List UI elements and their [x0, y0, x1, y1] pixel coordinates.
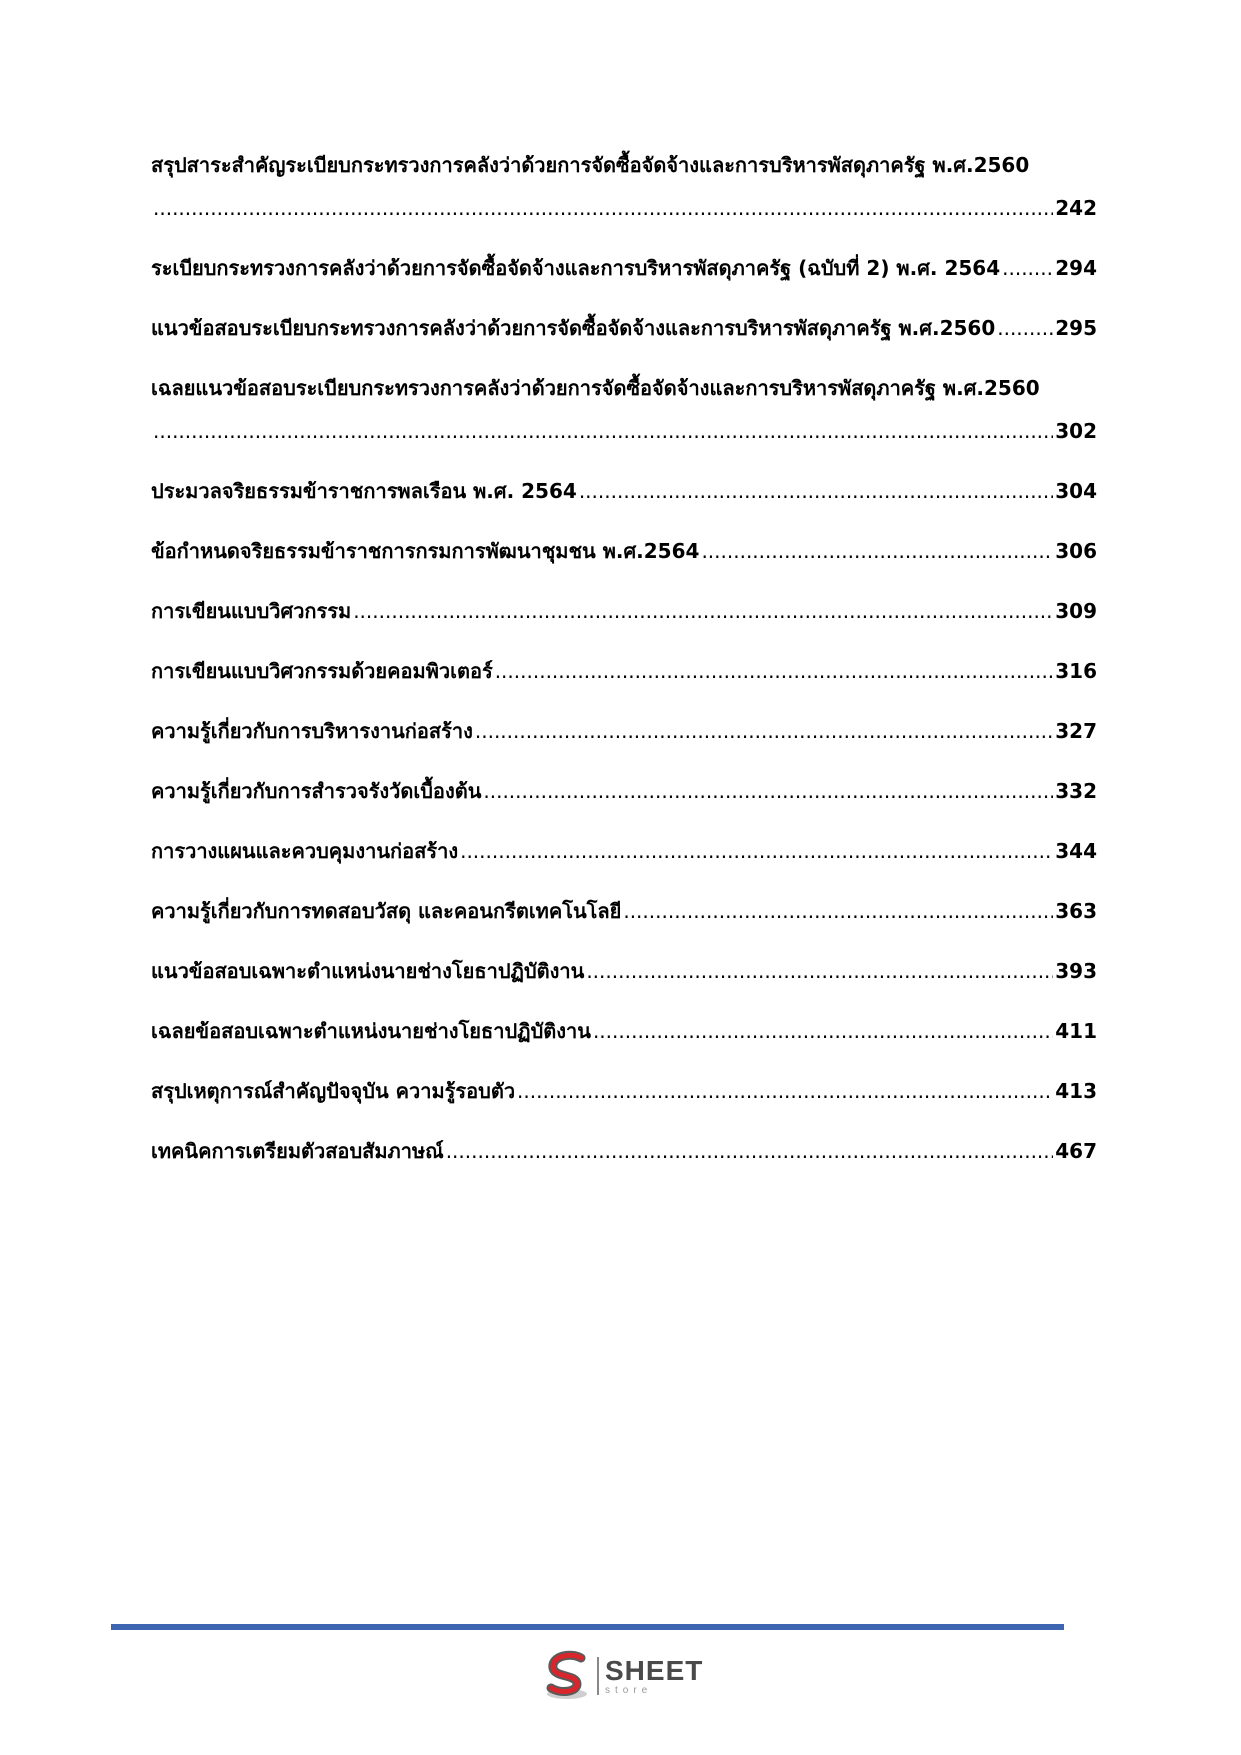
- toc-leader-dots: [701, 536, 1053, 566]
- toc-entry-title: ประมวลจริยธรรมข้าราชการพลเรือน พ.ศ. 2564: [151, 479, 577, 503]
- toc-leader-dots: [153, 193, 1053, 223]
- toc-entry[interactable]: [151, 596, 1097, 626]
- toc-leader-dots: [460, 836, 1053, 866]
- table-of-contents: [151, 150, 1097, 1196]
- toc-entry-title: แนวข้อสอบระเบียบกระทรวงการคลังว่าด้วยการจัดซื้อจัดจ้างและการบริหารพัสดุภาครัฐ พ.ศ.2560: [151, 316, 996, 340]
- toc-page-number: 295: [1055, 316, 1097, 340]
- logo-separator: [597, 1657, 599, 1695]
- toc-page-number: 306: [1055, 539, 1097, 563]
- toc-leader-dots: [593, 1016, 1053, 1046]
- toc-leader-dots: [517, 1076, 1053, 1106]
- toc-entry[interactable]: [151, 716, 1097, 746]
- toc-page-number: 304: [1055, 479, 1097, 503]
- toc-entry-title: การเขียนแบบวิศวกรรม: [151, 599, 352, 623]
- toc-leader-dots: [475, 716, 1053, 746]
- toc-page-number: 327: [1055, 719, 1097, 743]
- toc-entry-title: ความรู้เกี่ยวกับการสำรวจรังวัดเบื้องต้น: [151, 779, 482, 803]
- toc-leader-dots: [495, 656, 1054, 686]
- toc-page-number: 411: [1055, 1019, 1097, 1043]
- toc-entry-title: การวางแผนและควบคุมงานก่อสร้าง: [151, 839, 459, 863]
- toc-leader-dots: [586, 956, 1053, 986]
- toc-leader-dots: [997, 313, 1053, 343]
- toc-entry[interactable]: [151, 896, 1097, 926]
- toc-page-number: 309: [1055, 599, 1097, 623]
- toc-page-number: 344: [1055, 839, 1097, 863]
- toc-page-number: 302: [1055, 419, 1097, 443]
- logo-subtitle: store: [605, 1684, 653, 1696]
- toc-leader-dots: [483, 776, 1053, 806]
- toc-entry[interactable]: [151, 150, 1097, 223]
- toc-entry[interactable]: [151, 836, 1097, 866]
- toc-entry[interactable]: [151, 313, 1097, 343]
- toc-leader-dots: [623, 896, 1053, 926]
- toc-entry-title: แนวข้อสอบเฉพาะตำแหน่งนายช่างโยธาปฏิบัติงาน: [151, 959, 585, 983]
- toc-entry[interactable]: [151, 373, 1097, 446]
- toc-page-number: 413: [1055, 1079, 1097, 1103]
- toc-entry-title: เฉลยข้อสอบเฉพาะตำแหน่งนายช่างโยธาปฏิบัติงาน: [151, 1019, 591, 1043]
- toc-entry-title: การเขียนแบบวิศวกรรมด้วยคอมพิวเตอร์: [151, 659, 493, 683]
- toc-entry[interactable]: [151, 253, 1097, 283]
- toc-entry[interactable]: [151, 656, 1097, 686]
- toc-leader-dots: [579, 476, 1053, 506]
- toc-entry-title: ระเบียบกระทรวงการคลังว่าด้วยการจัดซื้อจัดจ้างและการบริหารพัสดุภาครัฐ (ฉบับที่ 2) พ.ศ. 2564: [151, 256, 1001, 280]
- toc-entry[interactable]: [151, 476, 1097, 506]
- toc-entry-title: ความรู้เกี่ยวกับการทดสอบวัสดุ และคอนกรีตเทคโนโลยี: [151, 899, 622, 923]
- toc-page-number: 242: [1055, 196, 1097, 220]
- toc-page-number: 294: [1055, 256, 1097, 280]
- toc-page-number: 363: [1055, 899, 1097, 923]
- footer-rule: [111, 1624, 1064, 1630]
- toc-entry[interactable]: [151, 776, 1097, 806]
- toc-entry-title: ความรู้เกี่ยวกับการบริหารงานก่อสร้าง: [151, 719, 473, 743]
- logo-s-icon: [541, 1650, 593, 1702]
- logo-wordmark: SHEET: [605, 1654, 704, 1686]
- toc-entry-title: เทคนิคการเตรียมตัวสอบสัมภาษณ์: [151, 1139, 444, 1163]
- toc-leader-dots: [153, 416, 1053, 446]
- toc-entry-title: ข้อกำหนดจริยธรรมข้าราชการกรมการพัฒนาชุมชน พ.ศ.2564: [151, 539, 700, 563]
- toc-leader-dots: [353, 596, 1053, 626]
- toc-page-number: 332: [1055, 779, 1097, 803]
- toc-entry[interactable]: [151, 956, 1097, 986]
- toc-leader-dots: [1002, 253, 1053, 283]
- toc-page-number: 316: [1055, 659, 1097, 683]
- toc-entry[interactable]: [151, 1076, 1097, 1106]
- toc-entry-title: สรุปเหตุการณ์สำคัญปัจจุบัน ความรู้รอบตัว: [151, 1079, 516, 1103]
- toc-entry-title: เฉลยแนวข้อสอบระเบียบกระทรวงการคลังว่าด้วยการจัดซื้อจัดจ้างและการบริหารพัสดุภาครัฐ พ.ศ.2560: [151, 376, 1040, 400]
- toc-entry[interactable]: [151, 1016, 1097, 1046]
- sheet-store-logo: [541, 1648, 703, 1704]
- toc-entry[interactable]: [151, 1136, 1097, 1166]
- toc-page-number: 467: [1055, 1139, 1097, 1163]
- toc-entry-title: สรุปสาระสำคัญระเบียบกระทรวงการคลังว่าด้วยการจัดซื้อจัดจ้างและการบริหารพัสดุภาครัฐ พ.ศ.2560: [151, 153, 1030, 177]
- toc-page-number: 393: [1055, 959, 1097, 983]
- toc-leader-dots: [446, 1136, 1054, 1166]
- toc-entry[interactable]: [151, 536, 1097, 566]
